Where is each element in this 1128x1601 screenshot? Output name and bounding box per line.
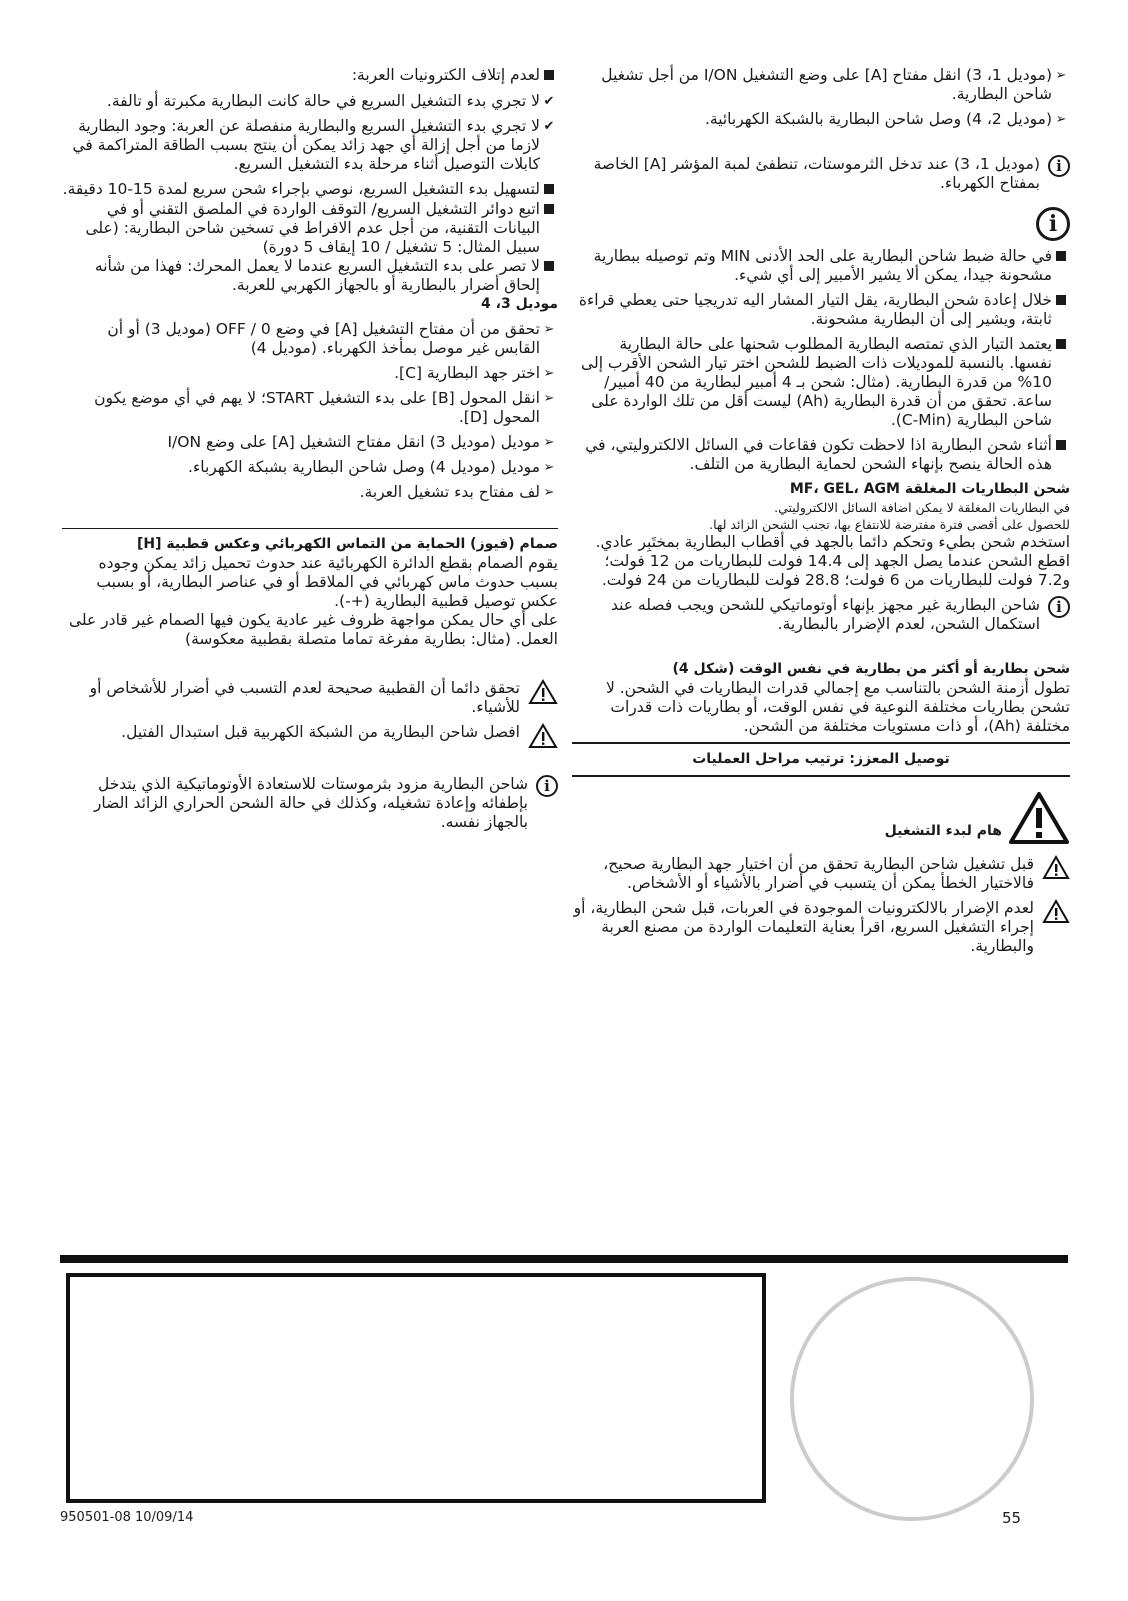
square-bullet-icon <box>1052 335 1070 355</box>
list-item: ➢ تحقق من أن مفتاح التشغيل [A] في وضع 0 / OFF (موديل 3) أو أن القابس غير موصل بمأخذ الكهرباء. (موديل 4) <box>62 320 558 358</box>
list-item: لا تصر على بدء التشغيل السريع عندما لا يعمل المحرك: فهذا من شأنه إلحاق أضرار بالبطارية أو بالجهاز الكهربي للعربة. <box>62 257 558 295</box>
warning-icon <box>528 723 558 749</box>
arrow-bullet-icon: ➢ <box>543 485 555 500</box>
right-column <box>572 66 1070 962</box>
arrow-bullet-icon: ➢ <box>543 366 555 381</box>
blank-frame <box>66 1273 766 1503</box>
square-bullet-icon <box>540 200 558 220</box>
model-header: موديل 3، 4 <box>481 296 558 312</box>
multi-battery-title: شحن بطارية أو أكثر من بطارية في نفس الوقت (شكل 4) <box>672 661 1070 677</box>
info-note: i (موديل 1، 3) عند تدخل الثرموستات، تنطفئ لمبة المؤشر [A] الخاصة بمفتاح الكهرباء. <box>572 155 1070 193</box>
info-icon: i <box>1048 155 1070 177</box>
left-column <box>62 66 558 838</box>
document-code: 950501-08 10/09/14 <box>60 1510 194 1525</box>
arrow-bullet-icon: ➢ <box>543 435 555 450</box>
arrow-bullet-icon: ➢ <box>543 391 555 406</box>
list-item: ➢ موديل (موديل 4) وصل شاحن البطارية بشبكة الكهرباء. <box>62 458 558 477</box>
square-bullet-icon <box>1052 436 1070 456</box>
warning-note: افصل شاحن البطارية من الشبكة الكهربية قبل استبدال الفتيل. <box>62 723 558 749</box>
divider <box>572 742 1070 744</box>
arrow-bullet-icon: ➢ <box>543 460 555 475</box>
sealed-text: استخدم شحن بطيء وتحكم دائما بالجهد في أقطاب البطارية بمختَبِر عادي. <box>595 533 1070 551</box>
checkmark-icon: ✔ <box>543 119 555 134</box>
warning-note: لعدم الإضرار بالالكترونيات الموجودة في العربات، قبل شحن البطارية، أو إجراء التشغيل السريع، اقرأ بعناية التعليمات الواردة من مصنع العربة والبطارية. <box>572 899 1070 956</box>
info-icon: i <box>1048 596 1070 618</box>
list-item: لعدم إتلاف الكترونيات العربة: <box>62 66 558 86</box>
list-item: ✔ لا تجري بدء التشغيل السريع في حالة كانت البطارية مكبرتة أو تالفة. <box>62 92 558 111</box>
list-item: ➢ لف مفتاح بدء تشغيل العربة. <box>62 483 558 502</box>
divider <box>62 528 558 529</box>
sealed-text: اقطع الشحن عندما يصل الجهد إلى 14.4 فولت للبطاريات من 12 فولت؛ و7.2 فولت للبطاريات من 6 فولت؛ 28.8 فولت للبطاريات من 24 فولت. <box>601 552 1070 589</box>
warning-icon <box>1042 899 1070 924</box>
arrow-bullet-icon: ➢ <box>1055 68 1067 83</box>
warning-note: قبل تشغيل شاحن البطارية تحقق من أن اختيار جهد البطارية صحيح، فالاختيار الخطأ يمكن أن يتسبب في أضرار بالأشياء أو الأشخاص. <box>572 855 1070 893</box>
sealed-text: في البطاريات المغلقة لا يمكن اضافة السائل الالكتروليتي. <box>774 500 1070 515</box>
info-icon: i <box>1036 207 1070 241</box>
divider <box>572 775 1070 777</box>
arrow-bullet-icon: ➢ <box>1055 112 1067 127</box>
footer-bar <box>60 1255 1068 1263</box>
info-note: i شاحن البطارية مزود بثرموستات للاستعادة الأوتوماتيكية الذي يتدخل بإطفائه وإعادة تشغيله، وكذلك في حالة الشحن الحراري الزائد الضار بالجهاز نفسه. <box>62 775 558 832</box>
list-item: ➢ اختر جهد البطارية [C]. <box>62 364 558 383</box>
list-item: لتسهيل بدء التشغيل السريع، نوصي بإجراء شحن سريع لمدة 15-10 دقيقة. <box>62 180 558 200</box>
square-bullet-icon <box>1052 291 1070 311</box>
fuse-title: صمام (فيوز) الحماية من التماس الكهربائي وعكس قطبية [H] <box>136 536 558 552</box>
arrow-bullet-icon: ➢ <box>543 322 555 337</box>
list-item: في حالة ضبط شاحن البطارية على الحد الأدنى MIN وتم توصيله ببطارية مشحونة جيدا، يمكن ألا يشير الأمبير إلى أي شيء. <box>572 247 1070 285</box>
multi-battery-text: تطول أزمنة الشحن بالتناسب مع إجمالي قدرات البطاريات في الشحن. لا تشحن بطاريات مختلفة النوعية في نفس الوقت، أو بطاريات ذات قدرات مختلفة (Ah)، أو ذات مستويات مختلفة من الشحن. <box>605 679 1070 735</box>
important-header: هام لبدء التشغيل <box>572 791 1070 845</box>
square-bullet-icon <box>540 257 558 277</box>
list-item: ➢ موديل (موديل 3) انقل مفتاح التشغيل [A] على وضع I/ON <box>62 433 558 452</box>
info-note: i شاحن البطارية غير مجهز بإنهاء أوتوماتيكي للشحن ويجب فصله عند استكمال الشحن، لعدم الإضرار بالبطارية. <box>572 596 1070 634</box>
list-item: خلال إعادة شحن البطارية، يقل التيار المشار اليه تدريجيا حتى يعطي قراءة ثابتة، ويشير إلى أن البطارية مشحونة. <box>572 291 1070 329</box>
square-bullet-icon <box>540 180 558 200</box>
fuse-text: يقوم الصمام بقطع الدائرة الكهربائية عند حدوث تحميل زائد يمكن وجوده بسبب حدوث ماس كهربائي في الملاقط أو في عناصر البطارية، أو بسبب عكس توصيل قطبية البطارية (+-). <box>96 554 558 610</box>
square-bullet-icon <box>540 66 558 86</box>
list-item: ➢ انقل المحول [B] على بدء التشغيل START؛ لا يهم في أي موضع يكون المحول [D]. <box>62 389 558 427</box>
circle-mark <box>790 1277 1034 1521</box>
info-icon: i <box>536 775 558 797</box>
checkmark-icon: ✔ <box>543 94 555 109</box>
list-item: يعتمد التيار الذي تمتصه البطارية المطلوب شحنها على حالة البطارية نفسها. بالنسبة للموديلات ذات الضبط للشحن اختر تيار الشحن الأقرب إلى 10% من قدرة البطارية. (مثال: شحن بـ 4 أمبير لبطارية من 40 أمبير/ ساعة. تحقق من أن قدرة البطارية (Ah) ليست أقل من تلك الواردة على شاحن البطارية (C-Min). <box>572 335 1070 430</box>
list-item: ➢ (موديل 1، 3) انقل مفتاح [A] على وضع التشغيل I/ON من أجل تشغيل شاحن البطارية. <box>572 66 1070 104</box>
list-item: اتبع دوائر التشغيل السريع/ التوقف الواردة في الملصق التقني أو في البيانات التقنية، من أجل عدم الافراط في تسخين شاحن البطارية: (على سبيل المثال: 5 تشغيل / 10 إيقاف 5 دورة) <box>62 200 558 257</box>
warning-icon <box>1042 855 1070 880</box>
list-item: أثناء شحن البطارية اذا لاحظت تكون فقاعات في السائل الالكتروليتي، في هذه الحالة ينصح بإنهاء الشحن لحماية البطارية من التلف. <box>572 436 1070 474</box>
boost-title: توصيل المعزز: ترتيب مراحل العمليات <box>692 751 950 767</box>
warning-icon <box>1008 791 1070 845</box>
list-item: ✔ لا تجري بدء التشغيل السريع والبطارية منفصلة عن العربة: وجود البطارية لازما من أجل إزالة أي جهد زائد يمكن أن ينتج بسبب الطاقة المتراكمة في كابلات التوصيل أثناء مرحلة بدء التشغيل السريع. <box>62 117 558 174</box>
fuse-text: على أي حال يمكن مواجهة ظروف غير عادية يكون فيها الصمام غير قادر على العمل. (مثال: بطارية مفرغة تماما متصلة بقطبية معكوسة) <box>68 611 558 648</box>
warning-icon <box>528 679 558 705</box>
warning-note: تحقق دائما أن القطبية صحيحة لعدم التسبب في أضرار للأشخاص أو للأشياء. <box>62 679 558 717</box>
square-bullet-icon <box>1052 247 1070 267</box>
sealed-text: للحصول على أقصى فترة مفترضة للانتفاع بها، تجنب الشحن الزائد لها. <box>709 517 1070 532</box>
page-number: 55 <box>1002 1509 1022 1527</box>
list-item: ➢ (موديل 2، 4) وصل شاحن البطارية بالشبكة الكهربائية. <box>572 110 1070 129</box>
sealed-batteries-title: شحن البطاريات المغلقة MF، GEL، AGM <box>789 481 1070 497</box>
